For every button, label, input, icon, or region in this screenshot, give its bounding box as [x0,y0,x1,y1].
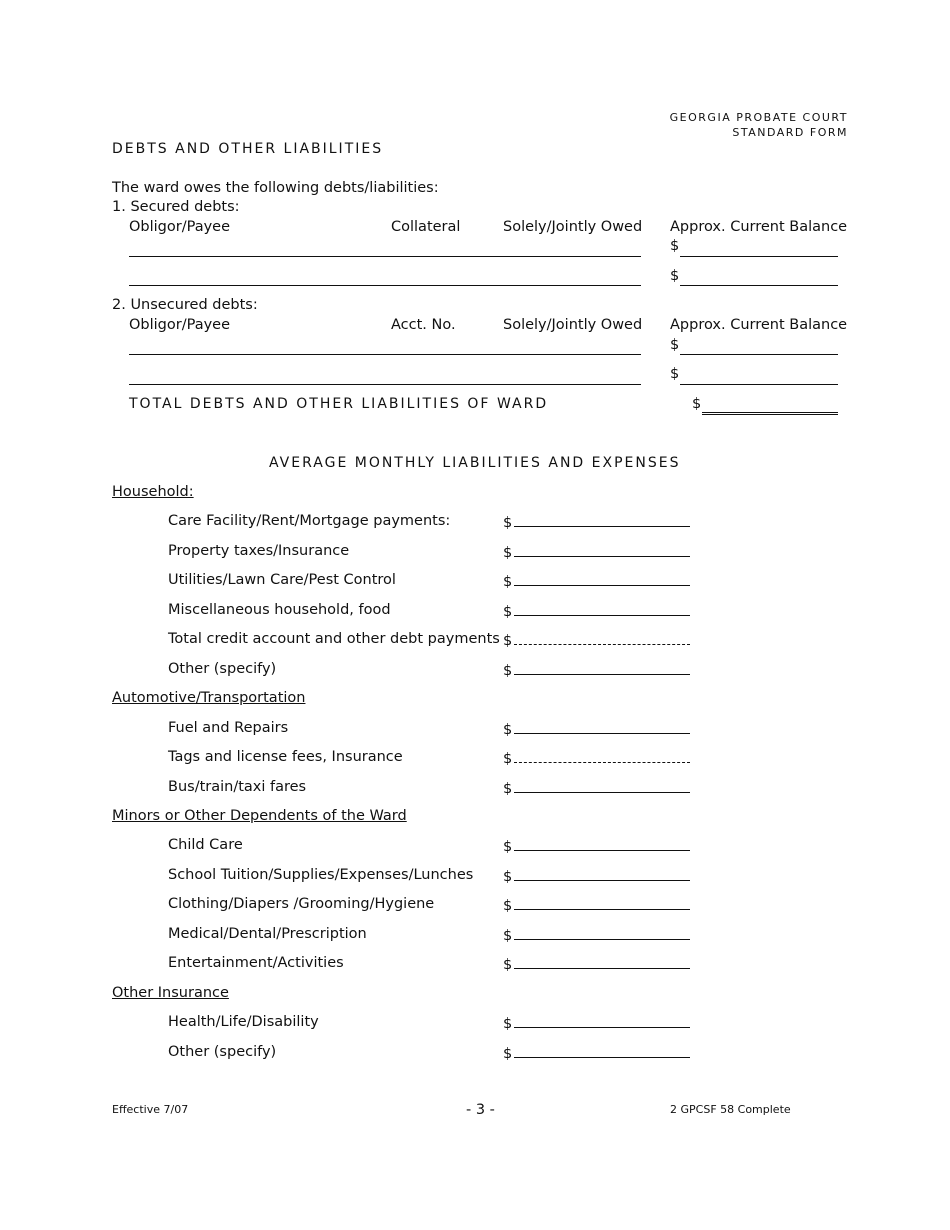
category-automotive: Automotive/Transportation [112,690,306,706]
secured-col-balance: Approx. Current Balance [670,219,848,235]
expense-amount-field[interactable] [503,631,690,649]
currency-sign: $ [503,574,513,590]
expense-label: School Tuition/Supplies/Expenses/Lunches [168,867,474,883]
unsecured-col-owed: Solely/Jointly Owed [503,317,643,333]
expense-amount-field[interactable] [503,572,690,590]
secured-row-2-balance-line[interactable] [680,285,838,286]
currency-sign: $ [503,663,513,679]
secured-col-obligor: Obligor/Payee [129,219,230,235]
expense-amount-field[interactable] [503,837,690,855]
expense-label: Total credit account and other debt payments [168,631,500,647]
expense-amount-field[interactable] [503,513,690,531]
expense-label: Care Facility/Rent/Mortgage payments: [168,513,451,529]
currency-sign: $ [503,957,513,973]
expense-amount-field[interactable] [503,867,690,885]
expense-label: Other (specify) [168,1044,277,1060]
category-insurance: Other Insurance [112,985,229,1001]
footer-effective-date: Effective 7/07 [112,1103,189,1116]
secured-row-1-balance-line[interactable] [680,256,838,257]
total-debts-label: TOTAL DEBTS AND OTHER LIABILITIES OF WARD [129,396,549,412]
expense-amount-field[interactable] [503,955,690,973]
expense-amount-field[interactable] [503,926,690,944]
footer-page-number: - 3 - [466,1102,495,1118]
unsecured-col-acct: Acct. No. [391,317,456,333]
currency-sign: $ [503,1016,513,1032]
total-debts-line-double [702,414,838,415]
expense-amount-field[interactable] [503,779,690,797]
currency-sign: $ [503,839,513,855]
currency-sign: $ [670,366,680,382]
expense-label: Bus/train/taxi fares [168,779,307,795]
category-minors: Minors or Other Dependents of the Ward [112,808,407,824]
secured-row-2-line[interactable] [129,285,641,286]
secured-debts-label: 1. Secured debts: [112,199,240,215]
currency-sign: $ [670,238,680,254]
court-name: GEORGIA PROBATE COURT [669,111,848,124]
footer-form-id: 2 GPCSF 58 Complete [670,1103,791,1116]
currency-sign: $ [503,751,513,767]
unsecured-row-1-line[interactable] [129,354,641,355]
unsecured-row-2-balance-line[interactable] [680,384,838,385]
expense-label: Utilities/Lawn Care/Pest Control [168,572,396,588]
expense-amount-field[interactable] [503,749,690,767]
secured-col-owed: Solely/Jointly Owed [503,219,643,235]
expense-amount-field[interactable] [503,896,690,914]
secured-row-1-line[interactable] [129,256,641,257]
currency-sign: $ [692,396,702,412]
expense-label: Other (specify) [168,661,277,677]
expense-label: Miscellaneous household, food [168,602,391,618]
total-debts-line[interactable] [702,412,838,413]
unsecured-row-1-balance-line[interactable] [680,354,838,355]
secured-col-collateral: Collateral [391,219,461,235]
expense-amount-field[interactable] [503,661,690,679]
expense-label: Entertainment/Activities [168,955,344,971]
unsecured-col-obligor: Obligor/Payee [129,317,230,333]
unsecured-row-2-line[interactable] [129,384,641,385]
expenses-section-title: AVERAGE MONTHLY LIABILITIES AND EXPENSES [269,455,681,471]
court-header [670,110,848,140]
currency-sign: $ [503,545,513,561]
expense-amount-field[interactable] [503,1014,690,1032]
expense-label: Medical/Dental/Prescription [168,926,367,942]
expense-label: Property taxes/Insurance [168,543,350,559]
expense-label: Child Care [168,837,243,853]
expense-label: Clothing/Diapers /Grooming/Hygiene [168,896,435,912]
expense-amount-field[interactable] [503,543,690,561]
category-household: Household: [112,484,194,500]
currency-sign: $ [670,268,680,284]
unsecured-debts-label: 2. Unsecured debts: [112,297,258,313]
currency-sign: $ [503,722,513,738]
debts-section-title: DEBTS AND OTHER LIABILITIES [112,141,384,157]
expense-amount-field[interactable] [503,602,690,620]
expense-amount-field[interactable] [503,1044,690,1062]
currency-sign: $ [503,1046,513,1062]
expense-amount-field[interactable] [503,720,690,738]
currency-sign: $ [503,515,513,531]
form-type: STANDARD FORM [732,126,848,139]
currency-sign: $ [503,604,513,620]
currency-sign: $ [503,928,513,944]
expense-label: Fuel and Repairs [168,720,289,736]
debts-intro: The ward owes the following debts/liabilities: [112,180,439,196]
unsecured-col-balance: Approx. Current Balance [670,317,848,333]
expense-label: Health/Life/Disability [168,1014,319,1030]
currency-sign: $ [503,633,513,649]
currency-sign: $ [503,781,513,797]
currency-sign: $ [503,898,513,914]
currency-sign: $ [670,337,680,353]
expense-label: Tags and license fees, Insurance [168,749,403,765]
currency-sign: $ [503,869,513,885]
